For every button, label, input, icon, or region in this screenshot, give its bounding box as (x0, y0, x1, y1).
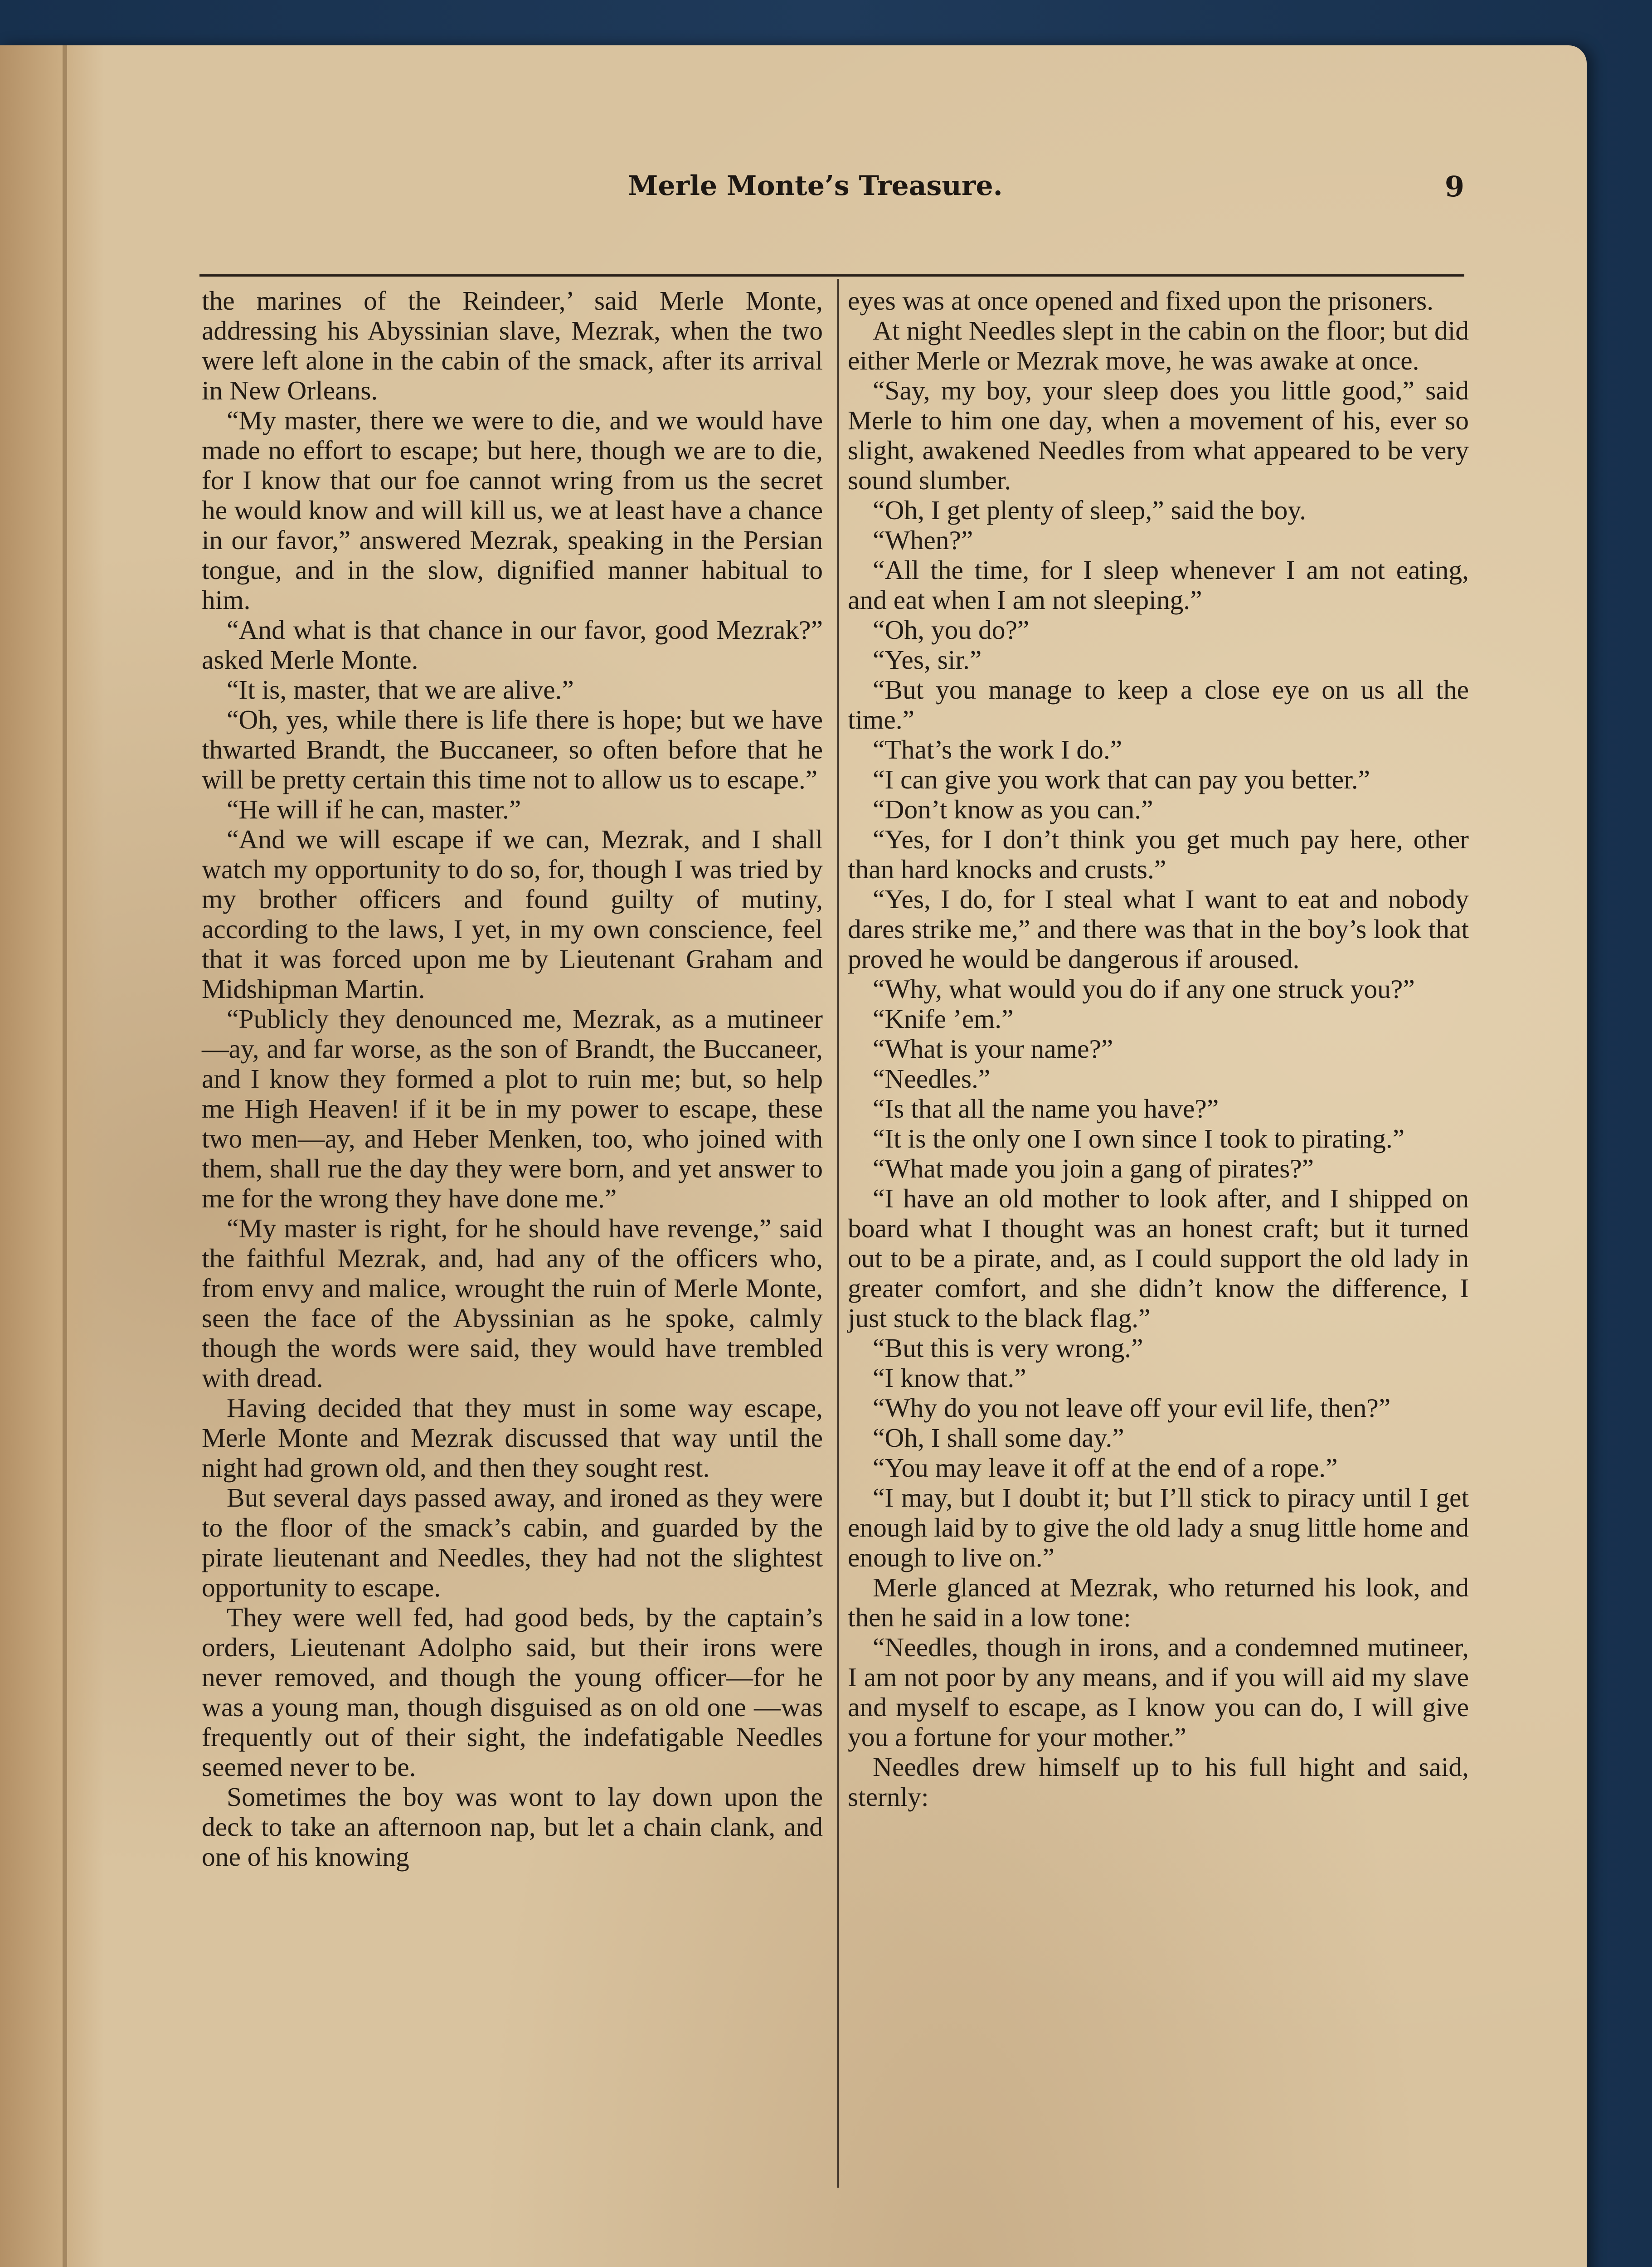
paragraph: Sometimes the boy was wont to lay down upon the deck to take an afternoon nap, but let a chain clank, and one of his knowing (202, 1782, 823, 1872)
header-rule (199, 274, 1464, 277)
paragraph: “Say, my boy, your sleep does you little good,” said Merle to him one day, when a movement of his, ever so slight, awakened Needles from what appeared to be very sound slumber. (848, 375, 1469, 495)
running-title: Merle Monte’s Treasure. (628, 170, 1003, 202)
paragraph: “Yes, I do, for I steal what I want to eat and nobody dares strike me,” and there was that in the boy’s look that proved he would be dangerous if aroused. (848, 884, 1469, 974)
paragraph: “It is the only one I own since I took to pirating.” (873, 1124, 1405, 1153)
paragraph: Merle glanced at Mezrak, who returned his look, and then he said in a low tone: (848, 1572, 1469, 1632)
paragraph: “When?” (873, 525, 973, 555)
left-column (202, 286, 823, 1872)
paragraph: “I know that.” (873, 1363, 1026, 1393)
paragraph: “I may, but I doubt it; but I’ll stick to piracy until I get enough laid by to give the old lady a snug little home and enough to live on.” (848, 1483, 1469, 1572)
paragraph: “But this is very wrong.” (873, 1333, 1143, 1363)
paragraph: “Oh, you do?” (873, 615, 1030, 645)
paragraph: “I can give you work that can pay you better.” (873, 764, 1370, 794)
paragraph: “What made you join a gang of pirates?” (873, 1153, 1314, 1183)
paragraph: “But you manage to keep a close eye on us all the time.” (848, 675, 1469, 735)
paragraph: “Yes, for I don’t think you get much pay here, other than hard knocks and crusts.” (848, 824, 1469, 884)
paragraph: “Knife ’em.” (873, 1004, 1014, 1034)
paragraph: “You may leave it off at the end of a rope.” (873, 1453, 1338, 1483)
paragraph: “And what is that chance in our favor, good Mezrak?” asked Merle Monte. (202, 615, 823, 675)
paragraph: “All the time, for I sleep whenever I am not eating, and eat when I am not sleeping.” (848, 555, 1469, 615)
paragraph: “It is, master, that we are alive.” (227, 675, 574, 705)
paragraph: “Oh, I get plenty of sleep,” said the boy. (873, 495, 1307, 525)
paragraph: “Oh, I shall some day.” (873, 1423, 1124, 1453)
paragraph: But several days passed away, and ironed as they were to the floor of the smack’s cabin, and guarded by the pirate lieutenant and Needles, they had not the slightest opportunity to escape. (202, 1483, 823, 1602)
paragraph: Having decided that they must in some way escape, Merle Monte and Mezrak discussed that way until the night had grown old, and then they sought rest. (202, 1393, 823, 1483)
paragraph: “Oh, yes, while there is life there is hope; but we have thwarted Brandt, the Buccaneer, so often before that he will be pretty certain this time not to allow us to escape.” (202, 705, 823, 794)
paragraph: At night Needles slept in the cabin on the floor; but did either Merle or Mezrak move, he was awake at once. (848, 316, 1469, 375)
paragraph: “Needles, though in irons, and a condemned mutineer, I am not poor by any means, and if you will aid my slave and myself to escape, as I know you can do, I will give you a fortune for your mother.” (848, 1632, 1469, 1752)
page-number: 9 (1444, 170, 1464, 203)
paragraph: “Yes, sir.” (873, 645, 982, 675)
paragraph: “I have an old mother to look after, and I shipped on board what I thought was an honest craft; but it turned out to be a pirate, and, as I could support the old lady in greater comfort, and she didn’t know the difference, I just stuck to the black flag.” (848, 1183, 1469, 1333)
running-header (199, 170, 1464, 220)
paragraph: “Why, what would you do if any one struck you?” (873, 974, 1415, 1004)
right-column (848, 286, 1469, 1812)
page-spine-shading (0, 45, 104, 2267)
paragraph: “Needles.” (873, 1064, 991, 1094)
paragraph: “Why do you not leave off your evil life, then?” (873, 1393, 1391, 1423)
paragraph: “Is that all the name you have?” (873, 1094, 1219, 1124)
paragraph: “What is your name?” (873, 1034, 1113, 1064)
paragraph: Needles drew himself up to his full hight and said, sternly: (848, 1752, 1469, 1812)
paragraph: “Publicly they denounced me, Mezrak, as a mutineer—ay, and far worse, as the son of Brandt, the Buccaneer, and I know they formed a plot to ruin me; but, so help me High Heaven! if it be in my power to escape, these two men—ay, and Heber Menken, too, who joined with them, shall rue the day they were born, and yet answer to me for the wrong they have done me.” (202, 1004, 823, 1213)
paragraph: “That’s the work I do.” (873, 735, 1122, 764)
paragraph: “He will if he can, master.” (227, 794, 521, 824)
paragraph: eyes was at once opened and fixed upon the prisoners. (848, 286, 1434, 316)
paragraph: “Don’t know as you can.” (873, 794, 1153, 824)
paragraph: They were well fed, had good beds, by the captain’s orders, Lieutenant Adolpho said, but their irons were never removed, and though the young officer—for he was a young man, though disguised as on old one —was frequently out of their sight, the indefatigable Needles seemed never to be. (202, 1602, 823, 1782)
paragraph: “My master, there we were to die, and we would have made no effort to escape; but here, though we are to die, for I know that our foe cannot wring from us the secret he would know and will kill us, we at least have a chance in our favor,” answered Mezrak, speaking in the Persian tongue, and in the slow, dignified manner habitual to him. (202, 405, 823, 615)
page-fold-line (63, 45, 67, 2267)
paragraph: “My master is right, for he should have revenge,” said the faithful Mezrak, and, had any of the officers who, from envy and malice, wrought the ruin of Merle Monte, seen the face of the Abyssinian as he spoke, calmly though the words were said, they would have trembled with dread. (202, 1213, 823, 1393)
column-divider (837, 279, 839, 2188)
paragraph: “And we will escape if we can, Mezrak, and I shall watch my opportunity to do so, for, though I was tried by my brother officers and found guilty of mutiny, according to the laws, I yet, in my own conscience, feel that it was forced upon me by Lieutenant Graham and Midshipman Martin. (202, 824, 823, 1004)
paragraph: the marines of the Reindeer,’ said Merle Monte, addressing his Abyssinian slave, Mezrak, when the two were left alone in the cabin of the smack, after its arrival in New Orleans. (202, 286, 823, 405)
